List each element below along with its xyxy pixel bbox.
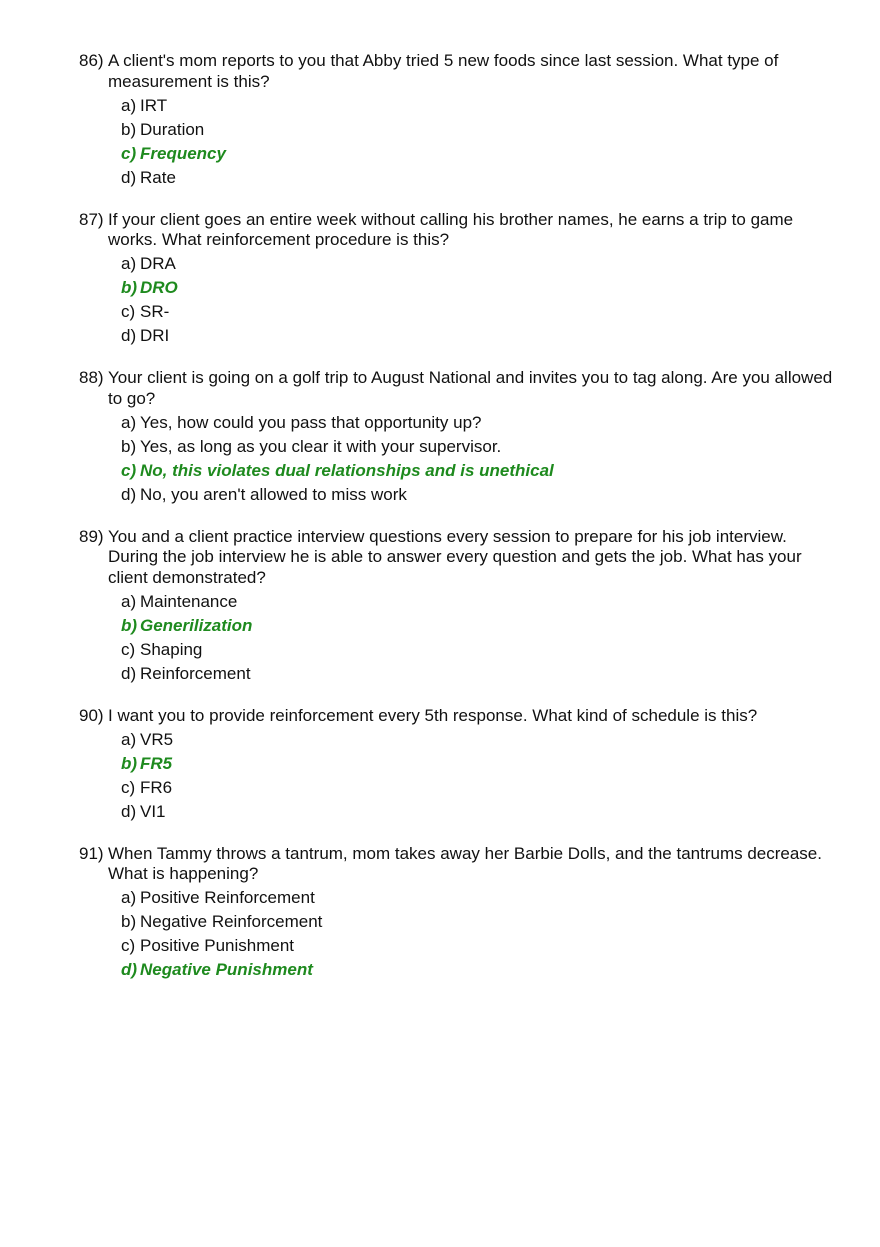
question <box>79 368 839 409</box>
option-text: Negative Reinforcement <box>140 912 323 932</box>
answer-options <box>79 590 839 686</box>
answer-option <box>121 483 839 507</box>
option-letter: b) <box>121 615 138 635</box>
option-text: Positive Punishment <box>140 936 295 956</box>
correct-answer-option <box>121 459 839 483</box>
option-text: VR5 <box>140 729 174 749</box>
option-letter: d) <box>121 167 137 187</box>
answer-option <box>121 776 839 800</box>
answer-option <box>121 910 839 934</box>
question-number: 88) <box>79 368 104 387</box>
quiz-document <box>79 51 839 1002</box>
option-text: Frequency <box>140 143 226 163</box>
option-letter: b) <box>121 119 137 139</box>
correct-answer-option <box>121 614 839 638</box>
answer-option <box>121 590 839 614</box>
question-block <box>79 210 839 349</box>
answer-options <box>79 411 839 507</box>
answer-option <box>121 728 839 752</box>
question-text: If your client goes an entire week without calling his brother names, he earns a trip to game works. What reinforcement procedure is this? <box>108 209 794 249</box>
option-letter: a) <box>121 254 137 274</box>
question <box>79 527 839 589</box>
option-letter: a) <box>121 591 137 611</box>
correct-answer-option <box>121 142 839 166</box>
answer-option <box>121 638 839 662</box>
option-text: Negative Punishment <box>140 960 313 980</box>
option-letter: a) <box>121 95 137 115</box>
question-text: A client's mom reports to you that Abby tried 5 new foods since last session. What type of measurement is this? <box>108 51 779 91</box>
question-text: Your client is going on a golf trip to August National and invites you to tag along. Are you allowed to go? <box>108 368 833 408</box>
option-letter: d) <box>121 326 137 346</box>
option-letter: b) <box>121 753 138 773</box>
correct-answer-option <box>121 958 839 982</box>
option-letter: b) <box>121 278 138 298</box>
correct-answer-option <box>121 752 839 776</box>
option-text: DRA <box>140 254 176 274</box>
option-text: No, this violates dual relationships and is unethical <box>140 460 554 480</box>
option-text: No, you aren't allowed to miss work <box>140 484 407 504</box>
answer-options <box>79 886 839 982</box>
option-text: VI1 <box>140 801 166 821</box>
option-text: FR5 <box>140 753 173 773</box>
question-number: 89) <box>79 526 104 546</box>
question <box>79 844 839 885</box>
question-number: 91) <box>79 843 104 863</box>
option-text: Reinforcement <box>140 663 251 683</box>
option-text: Positive Reinforcement <box>140 888 315 908</box>
option-letter: b) <box>121 912 137 932</box>
option-text: FR6 <box>140 777 173 797</box>
option-letter: b) <box>121 436 137 456</box>
answer-option <box>121 886 839 910</box>
question-text: When Tammy throws a tantrum, mom takes away her Barbie Dolls, and the tantrums decrease. What is happening? <box>108 843 822 883</box>
option-text: Yes, as long as you clear it with your supervisor. <box>140 436 502 456</box>
option-letter: a) <box>121 412 137 432</box>
option-letter: c) <box>121 936 136 956</box>
answer-option <box>121 300 839 324</box>
answer-option <box>121 934 839 958</box>
option-text: Generilization <box>140 615 253 635</box>
option-text: Yes, how could you pass that opportunity up? <box>140 412 482 432</box>
option-text: DRI <box>140 326 170 346</box>
answer-option <box>121 324 839 348</box>
option-letter: d) <box>121 663 137 683</box>
option-text: Maintenance <box>140 591 238 611</box>
question-block <box>79 527 839 686</box>
option-text: DRO <box>140 278 178 298</box>
question-number: 86) <box>79 51 104 70</box>
option-text: Duration <box>140 119 205 139</box>
question <box>79 51 839 92</box>
question-number: 90) <box>79 705 104 725</box>
option-letter: c) <box>121 143 137 163</box>
option-letter: d) <box>121 484 137 504</box>
answer-option <box>121 252 839 276</box>
question <box>79 210 839 251</box>
option-text: SR- <box>140 302 170 322</box>
question-number: 87) <box>79 209 104 229</box>
option-letter: c) <box>121 460 137 480</box>
answer-option <box>121 166 839 190</box>
option-text: IRT <box>140 95 168 115</box>
answer-option <box>121 411 839 435</box>
answer-option <box>121 118 839 142</box>
question-text: I want you to provide reinforcement every 5th response. What kind of schedule is this? <box>108 705 758 725</box>
option-letter: d) <box>121 960 138 980</box>
question-block <box>79 706 839 824</box>
option-letter: a) <box>121 888 137 908</box>
answer-option <box>121 662 839 686</box>
answer-option <box>121 435 839 459</box>
question-text: You and a client practice interview questions every session to prepare for his job interview. During the job interview he is able to answer every question and gets the job. What has your client demonstrated? <box>108 526 802 587</box>
option-letter: d) <box>121 801 137 821</box>
option-text: Rate <box>140 167 176 187</box>
answer-option <box>121 94 839 118</box>
answer-options <box>79 728 839 824</box>
answer-options <box>79 252 839 348</box>
option-letter: a) <box>121 729 137 749</box>
option-letter: c) <box>121 639 136 659</box>
answer-options <box>79 94 839 190</box>
question-block <box>79 368 839 507</box>
question-block <box>79 51 839 190</box>
correct-answer-option <box>121 276 839 300</box>
answer-option <box>121 800 839 824</box>
question <box>79 706 839 727</box>
question-block <box>79 844 839 983</box>
option-letter: c) <box>121 777 136 797</box>
option-text: Shaping <box>140 639 203 659</box>
option-letter: c) <box>121 302 136 322</box>
